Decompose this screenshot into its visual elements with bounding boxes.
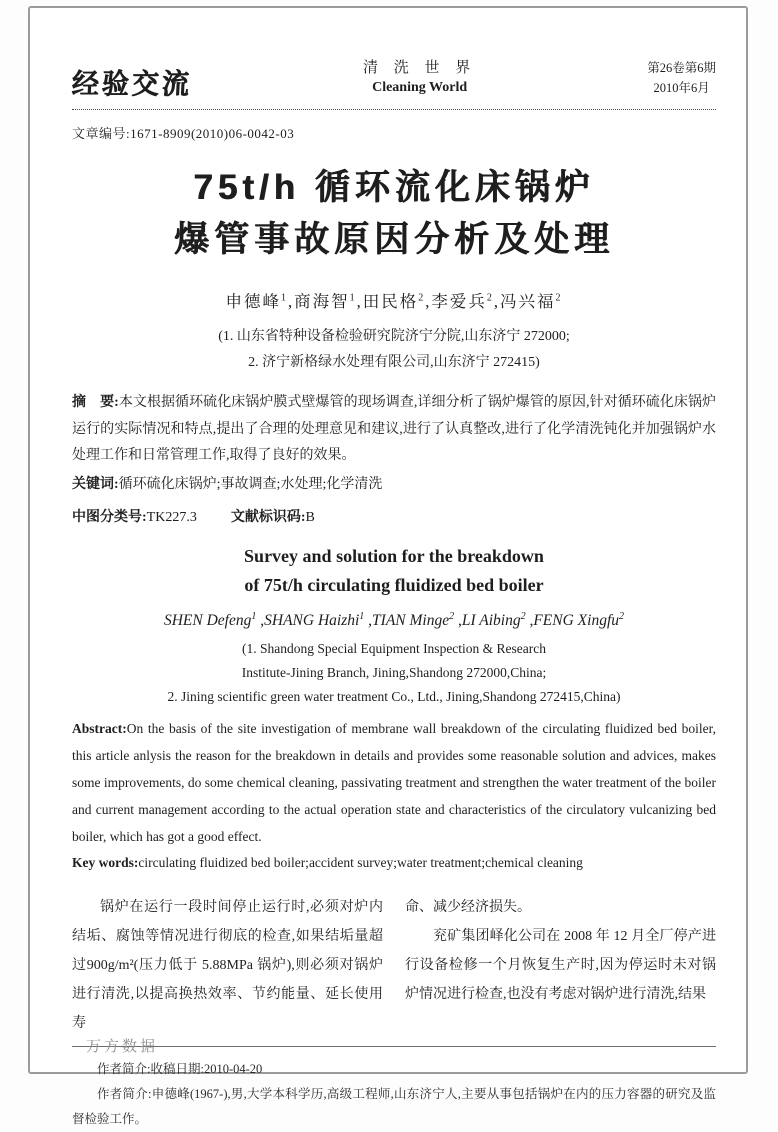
body-left-column	[72, 893, 383, 1038]
author-separator: ,	[364, 611, 373, 629]
volume-issue: 第26卷第6期	[647, 61, 716, 75]
issue-date: 2010年6月	[653, 81, 710, 95]
keywords-en	[72, 851, 716, 875]
scanned-paper-page	[28, 6, 748, 1126]
article-title-cn-line1: 75t/h 循环流化床锅炉	[193, 168, 595, 207]
issue-info	[647, 56, 716, 98]
author-separator: ,	[356, 292, 363, 311]
affiliations-cn	[72, 324, 716, 376]
affiliations-en	[72, 637, 716, 709]
journal-title-cn: 清 洗 世 界	[362, 60, 477, 76]
article-number: 文章编号:1671-8909(2010)06-0042-03	[72, 126, 295, 141]
keywords-en-text: circulating fluidized bed boiler;accident survey;water treatment;chemical cleaning	[138, 854, 583, 870]
footnote-divider	[72, 1046, 716, 1047]
author-cn: 田民格$^2$	[362, 292, 426, 311]
clc-label: 中图分类号:	[72, 509, 147, 525]
affiliation-en-line3: 2. Jining scientific green water treatment Co., Ltd., Jining,Shandong 272415,China)	[167, 688, 621, 704]
wanfang-watermark: 万方数据	[86, 1038, 159, 1055]
author-en: SHEN Defeng$^1$	[163, 610, 257, 629]
article-title-en-line2: of 75t/h circulating fluidized bed boiler	[244, 574, 544, 595]
header-divider	[72, 109, 716, 110]
affiliation-en-line1: (1. Shandong Special Equipment Inspection & Research	[241, 640, 547, 656]
doc-code-label: 文献标识码:	[230, 509, 306, 525]
footnote-received-date: 作者简介:收稿日期:2010-04-20	[97, 1061, 263, 1076]
abstract-en	[72, 715, 716, 850]
author-separator: ,	[256, 611, 265, 629]
authors-en	[72, 611, 716, 630]
author-cn: 商海智$^1$	[294, 292, 357, 311]
authors-cn	[72, 288, 716, 312]
journal-title-en: Cleaning World	[372, 80, 468, 95]
affiliation-cn-line2: 2. 济宁新格绿水处理有限公司,山东济宁 272415)	[248, 355, 540, 370]
affiliation-cn-line1: (1. 山东省特种设备检验研究院济宁分院,山东济宁 272000;	[218, 329, 570, 344]
author-en: TIAN Minge$^2$	[372, 610, 455, 629]
author-separator: ,	[493, 292, 500, 311]
page-header	[72, 56, 716, 101]
article-title-cn	[72, 162, 716, 266]
abstract-en-label: Abstract:	[72, 720, 127, 736]
author-separator: ,	[425, 292, 432, 311]
author-separator: ,	[525, 611, 534, 629]
section-stamp: 经验交流	[70, 68, 193, 101]
keywords-en-label: Key words:	[72, 854, 139, 870]
author-separator: ,	[454, 611, 462, 629]
footnotes	[72, 1057, 716, 1132]
body-right-column	[405, 893, 716, 1038]
keywords-cn	[72, 472, 716, 498]
article-title-en-line1: Survey and solution for the breakdown	[244, 545, 544, 566]
abstract-cn-label: 摘 要:	[72, 395, 119, 410]
keywords-cn-label: 关键词:	[72, 476, 119, 492]
journal-title-block	[363, 56, 476, 96]
body-paragraph: 命、减少经济损失。	[405, 899, 531, 915]
body-columns	[72, 893, 716, 1038]
body-paragraph: 锅炉在运行一段时间停止运行时,必须对炉内结垢、腐蚀等情况进行彻底的检查,如果结垢量超过900g/m²(压力低于 5.88MPa 锅炉),则必须对锅炉进行清洗,以提高换热效率、节约能量、延长使用寿	[72, 899, 383, 1031]
affiliation-en-line2: Institute-Jining Branch, Jining,Shandong 272000,China;	[241, 664, 547, 680]
footnote-author-bio: 作者简介:申德峰(1967-),男,大学本科学历,高级工程师,山东济宁人,主要从事包括锅炉在内的压力容器的研究及监督检验工作。	[72, 1086, 716, 1126]
author-cn: 申德峰$^1$	[225, 292, 288, 311]
abstract-cn	[72, 390, 716, 470]
author-cn: 冯兴福$^2$	[500, 292, 563, 311]
author-en: LI Aibing$^2$	[461, 610, 526, 629]
abstract-cn-text: 本文根据循环硫化床锅炉膜式壁爆管的现场调查,详细分析了锅炉爆管的原因,针对循环硫化床锅炉运行的实际情况和特点,提出了合理的处理意见和建议,进行了认真整改,进行了化学清洗钝化并加强锅炉水处理工作和日常管理工作,取得了良好的效果。	[72, 395, 716, 463]
classification-line	[72, 506, 716, 526]
keywords-cn-text: 循环硫化床锅炉;事故调查;水处理;化学清洗	[118, 476, 383, 492]
author-separator: ,	[288, 292, 295, 311]
body-paragraph: 兖矿集团峄化公司在 2008 年 12 月全厂停产进行设备检修一个月恢复生产时,因为停运时未对锅炉情况进行检查,也没有考虑对锅炉进行清洗,结果	[405, 928, 716, 1002]
author-en: SHANG Haizhi$^1$	[264, 610, 365, 629]
clc-value: TK227.3	[146, 509, 197, 525]
author-en: FENG Xingfu$^2$	[533, 610, 625, 629]
article-title-cn-line2: 爆管事故原因分析及处理	[173, 220, 614, 259]
article-title-en	[72, 542, 716, 600]
abstract-en-text: On the basis of the site investigation of membrane wall breakdown of the circulating fluidized bed boiler, this article anlysis the reason for the breakdown in details and provides some reasonable solution and advices, makes some improvements, do some chemical cleaning, passivating treatment and strengthen the water treatment of the boiler and current management according to the actual operation state and characteristics of the circulatory vulcanizing bed boiler, which has got a good effect.	[72, 720, 716, 844]
doc-code-value: B	[305, 509, 315, 525]
author-cn: 李爱兵$^2$	[431, 292, 494, 311]
